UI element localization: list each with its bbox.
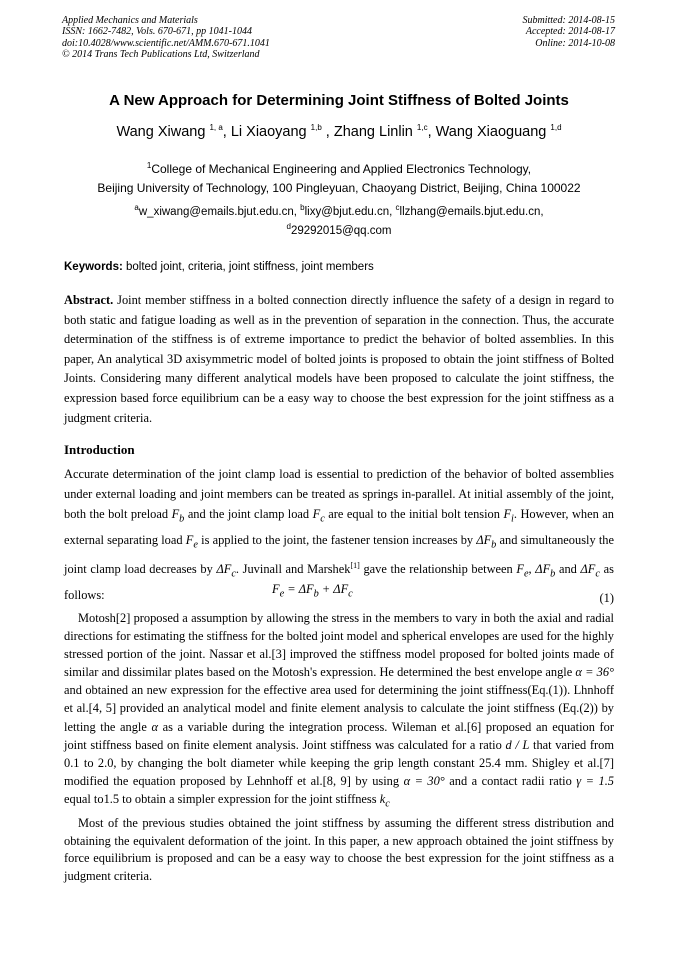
journal-header xyxy=(62,15,270,60)
author-name: Li Xiaoyang xyxy=(230,124,307,140)
math-alpha-36: α = 36° xyxy=(575,665,614,680)
math-alpha: α xyxy=(151,719,158,734)
journal-name: Applied Mechanics and Materials xyxy=(62,15,198,26)
text-run: Motosh[2] proposed a assumption by allowing the stress in the members to vary in both the axial and radial directions for estimating the stiffness for the bolted joint model and spherical envelopes are used for the highly stressed portion of the joint. Nassar et al.[3] improved the stiffness model proposed for bolted joints made of similar and dissimilar plates based on the Motosh's expression. He determined the best envelope angle xyxy=(64,611,614,680)
citation[interactable]: [1] xyxy=(350,560,360,570)
math-var-list: $F_e$, $\Delta F_b$ xyxy=(516,561,556,580)
author-sup: 1,d xyxy=(550,123,562,133)
accepted-date: Accepted: 2014-08-17 xyxy=(525,26,615,38)
author-sup: 1,c xyxy=(416,123,428,133)
email-sup: c xyxy=(395,203,400,213)
author-sup: 1,b xyxy=(310,123,322,133)
section-heading-introduction: Introduction xyxy=(64,442,135,457)
abstract xyxy=(64,291,614,428)
math-ratio: d / L xyxy=(505,737,530,752)
doi-line[interactable]: doi:10.4028/www.scientific.net/AMM.670-671.1041 xyxy=(62,37,270,49)
text-run: and obtained an new expression for the effective area used for determining the joint stiffness(Eq.(1)). Lhnhoff et al.[4, 5] provided an analytical model and finite element analysis to calculate the joint stiffness (Eq.(2)) by letting the angle xyxy=(64,683,614,734)
text-run: and xyxy=(558,561,577,576)
dates-header xyxy=(523,15,616,49)
keywords xyxy=(64,261,616,273)
text-run: is applied to the joint, the fastener tension increases by xyxy=(201,533,474,548)
email-link[interactable]: lixy@bjut.edu.cn xyxy=(304,206,390,218)
affiliation xyxy=(0,160,678,198)
text-run: Accurate determination of the joint clamp load is essential to prediction of the behavior of bolted assemblies under external loading and joint members can be treated as springs in-parallel. At initial assembly of the joint, both the bolt preload xyxy=(64,467,614,522)
email-sup: b xyxy=(300,203,305,213)
math-gamma: γ = 1.5 xyxy=(576,773,615,788)
email-sup: d xyxy=(286,221,291,231)
email-link[interactable]: 29292015@qq.com xyxy=(290,224,392,237)
author-name: Wang Xiaoguang xyxy=(435,124,547,140)
author-list: Wang Xiwang $^{1, a}$, Li Xiaoyang $^{1,b}$ , Zhang Linlin $^{1,c}$, Wang Xiaoguang $^{1,d}$ xyxy=(116,123,562,140)
text-run: and a contact radii ratio xyxy=(449,773,572,788)
email-sup: a xyxy=(134,203,139,213)
math-var-dfc: $\Delta F_c$ xyxy=(216,561,236,580)
equation-1: $F_e = \Delta F_b + \Delta F_c$ xyxy=(272,582,353,600)
text-run: . However, when an external separating load xyxy=(64,507,614,548)
copyright-line: © 2014 Trans Tech Publications Ltd, Switzerland xyxy=(62,48,260,60)
keywords-text: bolted joint, criteria, joint stiffness, joint members xyxy=(126,261,374,273)
keywords-label: Keywords: xyxy=(64,261,123,273)
math-var-fi: $F_i$ xyxy=(503,507,514,525)
email-link[interactable]: w_xiwang@emails.bjut.edu.cn xyxy=(138,206,294,218)
math-var-dfb: $\Delta F_b$ xyxy=(476,533,497,551)
math-kc: $k_c$ xyxy=(379,791,390,810)
math-var-fe: $F_e$ xyxy=(185,533,198,551)
math-alpha-30: α = 30° xyxy=(403,773,445,788)
text-run: equal to1.5 to obtain a simpler expression for the joint stiffness xyxy=(64,791,377,806)
math-var-fc: $F_c$ xyxy=(312,507,325,525)
submitted-date: Submitted: 2014-08-15 xyxy=(522,15,615,26)
affiliation-line-1: College of Mechanical Engineering and Applied Electronics Technology, xyxy=(151,162,532,176)
abstract-text: Joint member stiffness in a bolted connection directly influence the safety of a design in regard to both static and fatigue loading as well as in the prevention of separation in the connection. Thus, the accurate determination of the stiffness is of extreme importance to predict the behavior of bolted assemblies. In this paper, An analytical 3D axisymmetric model of bolted joints is proposed to obtain the joint stiffness of Bolted Joints. Considering many different analytical models have been proposed to calculate the joint stiffness, the expression based force equilibrium can be a easy way to choose the best expression for the joint stiffness as a judgment criteria. xyxy=(64,293,614,425)
text-run: and simultaneously the joint clamp load decreases by xyxy=(64,533,614,576)
abstract-label: Abstract. xyxy=(64,293,114,307)
paper-title: A New Approach for Determining Joint Stiffness of Bolted Joints xyxy=(109,92,569,109)
text-run: gave the relationship between xyxy=(363,561,513,576)
affiliation-sup: 1 xyxy=(146,161,152,170)
introduction-paragraph-2 xyxy=(64,609,614,814)
text-run: and the joint clamp load xyxy=(187,507,310,522)
author-name: Zhang Linlin xyxy=(333,124,413,140)
text-run: that varied from 0.1 to 2.0, by changing the bolt diameter while keeping the grip length constant 25.4 mm. Shigley et al.[7] modified the equation proposed by Lehnhoff et al.[8, 9] by using xyxy=(64,737,614,788)
math-var-dfc-2: $\Delta F_c$ xyxy=(580,561,600,580)
email-link[interactable]: llzhang@emails.bjut.edu.cn xyxy=(399,206,541,218)
affiliation-line-2: Beijing University of Technology, 100 Pingleyuan, Chaoyang District, Beijing, China 100022 xyxy=(97,181,581,195)
text-run: are equal to the initial bolt tension xyxy=(328,507,500,522)
text-run: as follows: xyxy=(64,561,614,602)
introduction-paragraph-3: Most of the previous studies obtained the joint stiffness by assuming the different stress distribution and obtaining the equivalent deformation of the joint. In this paper, a new approach obtained the joint stiffness by force equilibrium is proposed and can be a easy way to choose the best expression for the joint stiffness as a judgment criteria. xyxy=(64,816,614,884)
text-run: as a variable during the integration process. Wileman et al.[6] proposed an equation for joint stiffness based on finite element analysis. Joint stiffness was calculated for a ratio xyxy=(64,719,614,752)
author-sup: 1, a xyxy=(209,123,223,133)
author-name: Wang Xiwang xyxy=(116,124,206,140)
text-run: . Juvinall and Marshek xyxy=(235,561,351,576)
math-var-fb: $F_b$ xyxy=(171,507,185,525)
issn-line: ISSN: 1662-7482, Vols. 670-671, pp 1041-1044 xyxy=(62,26,252,38)
online-date: Online: 2014-10-08 xyxy=(535,37,615,49)
equation-number: (1) xyxy=(599,591,614,605)
email-list: $^a$w_xiwang@emails.bjut.edu.cn, $^b$lixy@bjut.edu.cn, $^c$llzhang@emails.bjut.edu.cn, $^d$29292015@qq.com xyxy=(134,203,544,237)
